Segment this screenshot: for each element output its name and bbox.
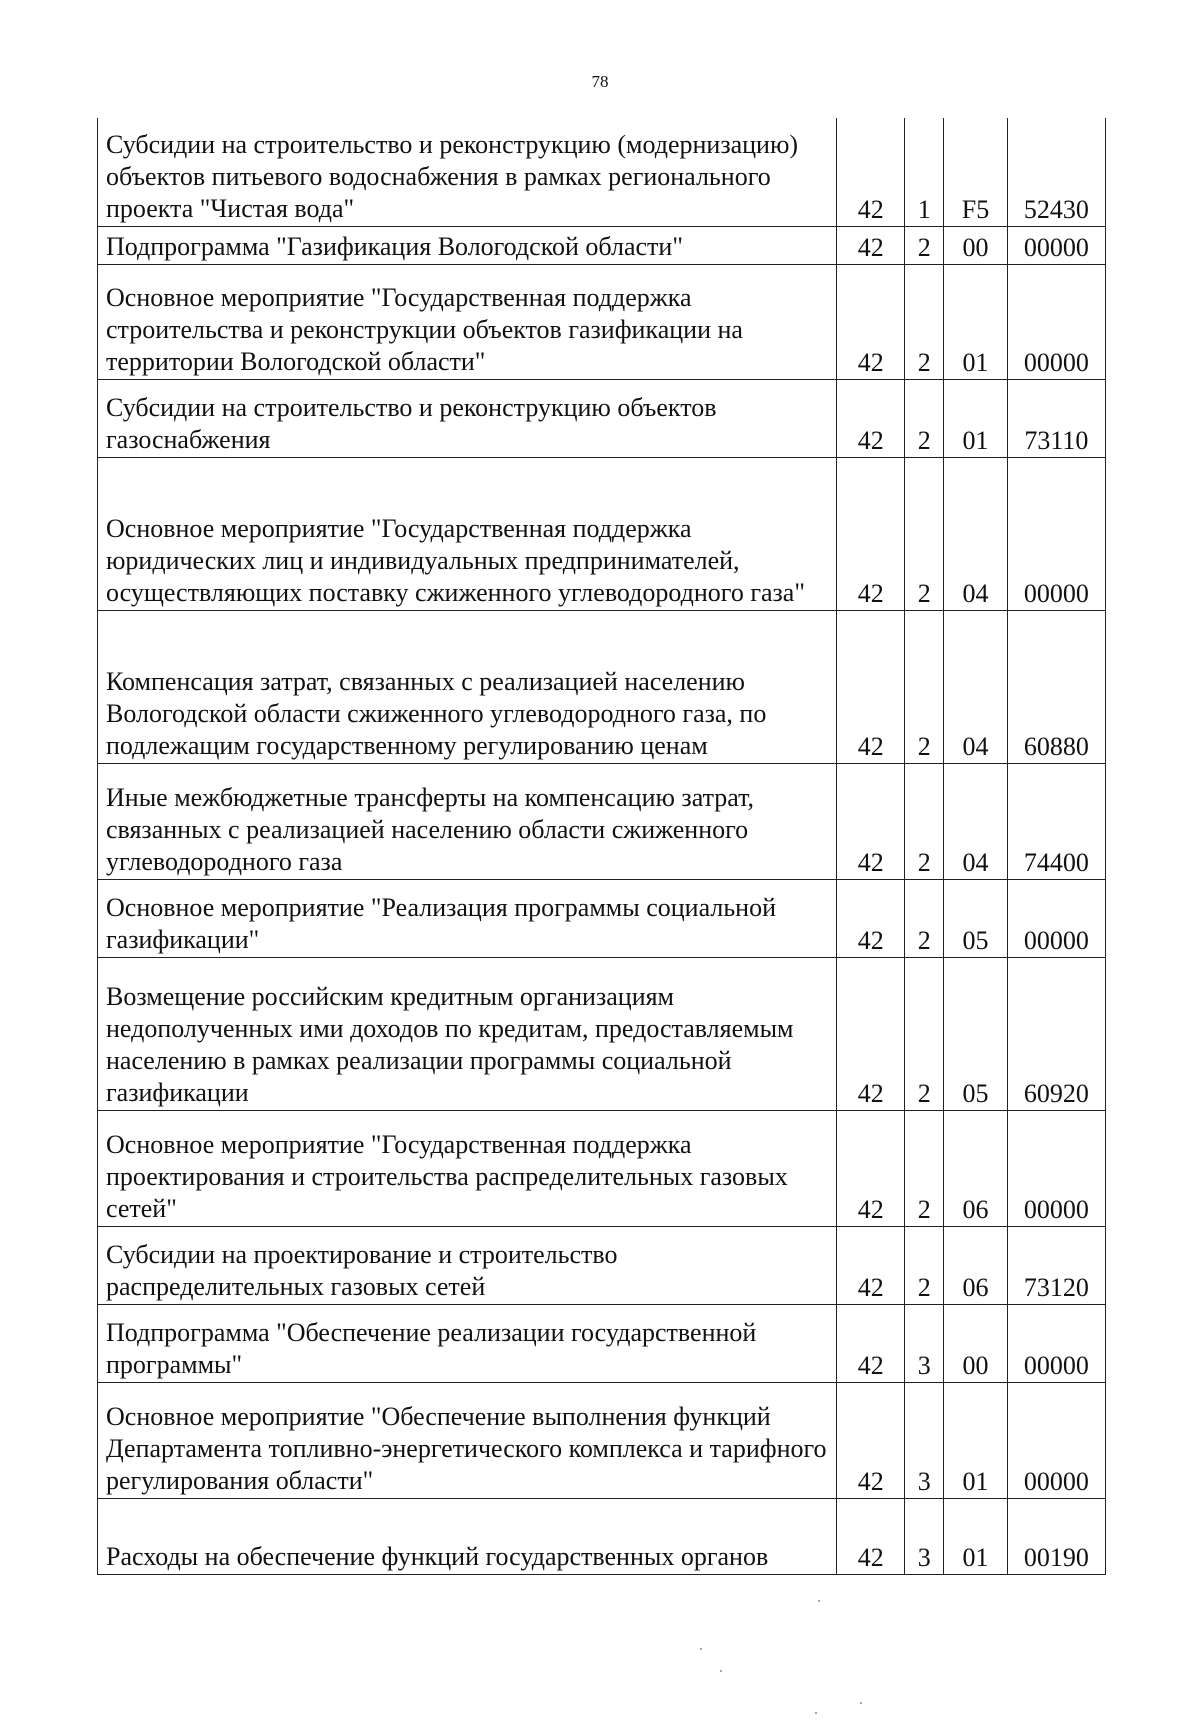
budget-classification-table: [97, 118, 1106, 1575]
code-direction: 52430: [1007, 118, 1105, 226]
code-direction: 00000: [1007, 264, 1105, 379]
code-direction: 73120: [1007, 1226, 1105, 1304]
code-direction: 00000: [1007, 1382, 1105, 1498]
code-target-article: 42: [837, 957, 905, 1110]
code-subprogram: 3: [905, 1498, 944, 1574]
table-row: [98, 379, 1106, 457]
table-row: [98, 264, 1106, 379]
code-direction: 00000: [1007, 1110, 1105, 1226]
scan-speck: [860, 1702, 862, 1704]
table-row: [98, 1498, 1106, 1574]
code-target-article: 42: [837, 1498, 905, 1574]
code-target-article: 42: [837, 1226, 905, 1304]
code-main-activity: 01: [944, 379, 1007, 457]
code-target-article: 42: [837, 1382, 905, 1498]
item-name: Основное мероприятие "Обеспечение выполнения функций Департамента топливно-энергетического комплекса и тарифного регулирования области": [98, 1382, 837, 1498]
table-row: [98, 879, 1106, 957]
code-target-article: 42: [837, 264, 905, 379]
code-subprogram: 2: [905, 610, 944, 763]
code-main-activity: 05: [944, 879, 1007, 957]
item-name: Возмещение российским кредитным организациям недополученных ими доходов по кредитам, предоставляемым населению в рамках реализации программы социальной газификации: [98, 957, 837, 1110]
code-main-activity: 04: [944, 763, 1007, 879]
code-target-article: 42: [837, 879, 905, 957]
code-direction: 00000: [1007, 1304, 1105, 1382]
page-number: 78: [591, 72, 609, 91]
code-subprogram: 2: [905, 763, 944, 879]
code-direction: 60920: [1007, 957, 1105, 1110]
code-direction: 73110: [1007, 379, 1105, 457]
code-main-activity: 05: [944, 957, 1007, 1110]
code-target-article: 42: [837, 1304, 905, 1382]
code-subprogram: 3: [905, 1304, 944, 1382]
item-name: Подпрограмма "Обеспечение реализации государственной программы": [98, 1304, 837, 1382]
table-row: [98, 610, 1106, 763]
table-row: [98, 226, 1106, 264]
code-direction: 00000: [1007, 879, 1105, 957]
item-name: Основное мероприятие "Государственная поддержка юридических лиц и индивидуальных предпринимателей, осуществляющих поставку сжиженного углеводородного газа": [98, 457, 837, 610]
code-direction: 00190: [1007, 1498, 1105, 1574]
code-target-article: 42: [837, 610, 905, 763]
code-target-article: 42: [837, 1110, 905, 1226]
code-target-article: 42: [837, 118, 905, 226]
item-name: Субсидии на строительство и реконструкцию объектов газоснабжения: [98, 379, 837, 457]
code-main-activity: 00: [944, 1304, 1007, 1382]
code-main-activity: 00: [944, 226, 1007, 264]
item-name: Субсидии на проектирование и строительство распределительных газовых сетей: [98, 1226, 837, 1304]
table-row: [98, 1226, 1106, 1304]
code-direction: 60880: [1007, 610, 1105, 763]
code-subprogram: 2: [905, 264, 944, 379]
item-name: Подпрограмма "Газификация Вологодской области": [98, 226, 837, 264]
table-row: [98, 1382, 1106, 1498]
code-main-activity: 06: [944, 1226, 1007, 1304]
code-target-article: 42: [837, 226, 905, 264]
item-name: Основное мероприятие "Государственная поддержка строительства и реконструкции объектов газификации на территории Вологодской области": [98, 264, 837, 379]
table-row: [98, 763, 1106, 879]
code-main-activity: 04: [944, 610, 1007, 763]
code-subprogram: 2: [905, 1110, 944, 1226]
item-name: Расходы на обеспечение функций государственных органов: [98, 1498, 837, 1574]
code-target-article: 42: [837, 379, 905, 457]
code-main-activity: 04: [944, 457, 1007, 610]
code-subprogram: 2: [905, 957, 944, 1110]
item-name: Субсидии на строительство и реконструкцию (модернизацию) объектов питьевого водоснабжения в рамках регионального проекта "Чистая вода": [98, 118, 837, 226]
code-subprogram: 2: [905, 457, 944, 610]
table-row: [98, 118, 1106, 226]
item-name: Компенсация затрат, связанных с реализацией населению Вологодской области сжиженного углеводородного газа, по подлежащим государственному регулированию ценам: [98, 610, 837, 763]
code-target-article: 42: [837, 763, 905, 879]
code-main-activity: 01: [944, 1498, 1007, 1574]
code-target-article: 42: [837, 457, 905, 610]
code-subprogram: 3: [905, 1382, 944, 1498]
table-row: [98, 457, 1106, 610]
code-subprogram: 1: [905, 118, 944, 226]
code-main-activity: F5: [944, 118, 1007, 226]
table-row: [98, 1304, 1106, 1382]
code-direction: 00000: [1007, 226, 1105, 264]
item-name: Основное мероприятие "Государственная поддержка проектирования и строительства распределительных газовых сетей": [98, 1110, 837, 1226]
code-subprogram: 2: [905, 379, 944, 457]
code-main-activity: 06: [944, 1110, 1007, 1226]
table-row: [98, 957, 1106, 1110]
code-subprogram: 2: [905, 1226, 944, 1304]
code-subprogram: 2: [905, 879, 944, 957]
code-direction: 74400: [1007, 763, 1105, 879]
table-row: [98, 1110, 1106, 1226]
code-main-activity: 01: [944, 264, 1007, 379]
code-subprogram: 2: [905, 226, 944, 264]
code-main-activity: 01: [944, 1382, 1007, 1498]
scan-speck: [720, 1670, 722, 1672]
item-name: Основное мероприятие "Реализация программы социальной газификации": [98, 879, 837, 957]
scan-speck: [818, 1600, 820, 1602]
scan-speck: [815, 1712, 817, 1714]
item-name: Иные межбюджетные трансферты на компенсацию затрат, связанных с реализацией населению области сжиженного углеводородного газа: [98, 763, 837, 879]
scan-speck: [700, 1648, 702, 1650]
code-direction: 00000: [1007, 457, 1105, 610]
